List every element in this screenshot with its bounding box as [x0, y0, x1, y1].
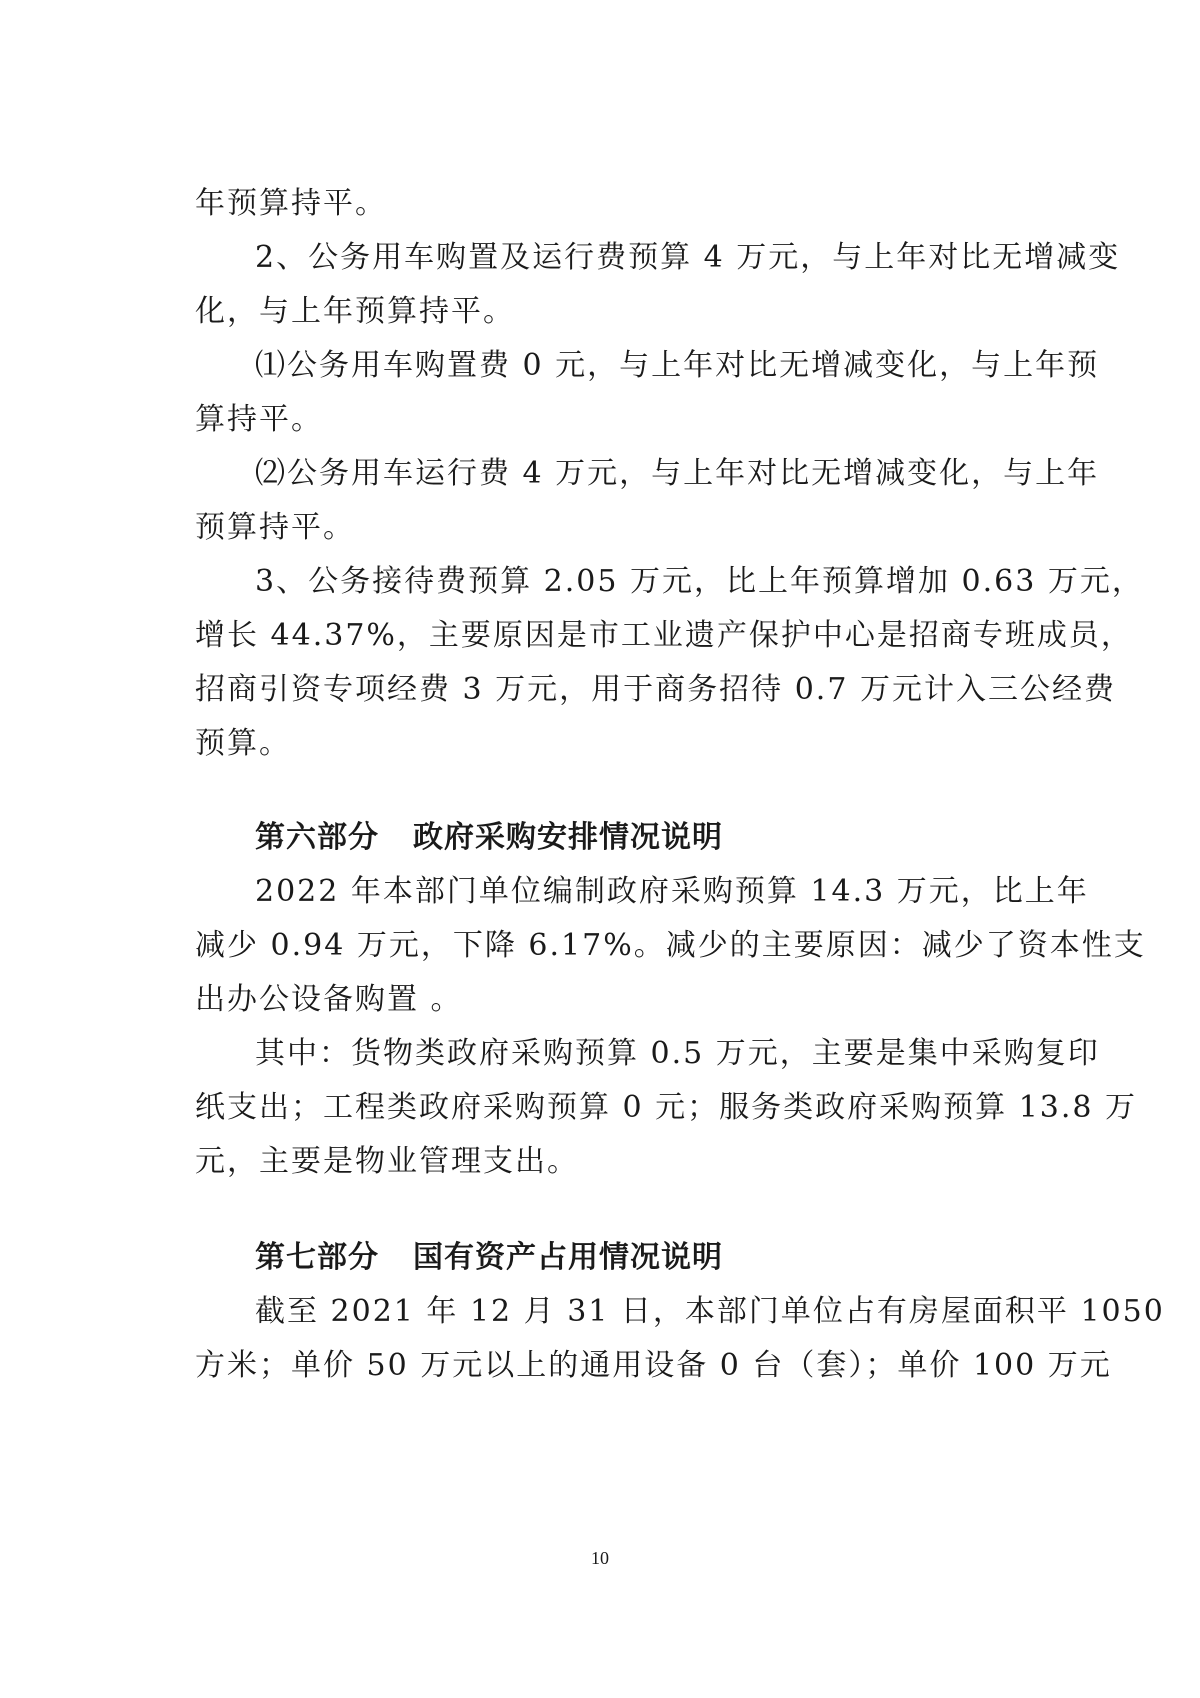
- paragraph-line: 方米；单价 50 万元以上的通用设备 0 台（套）；单价 100 万元: [195, 1348, 1112, 1383]
- paragraph-line: ⑵公务用车运行费 4 万元，与上年对比无增减变化，与上年: [255, 456, 1100, 491]
- paragraph-line: 年预算持平。: [195, 186, 387, 221]
- paragraph-line: 元，主要是物业管理支出。: [195, 1144, 579, 1179]
- section-7-part: 第七部分: [255, 1240, 379, 1275]
- paragraph-line: 算持平。: [195, 402, 323, 437]
- section-6-heading: [255, 818, 723, 858]
- paragraph-line: 减少 0.94 万元，下降 6.17%。减少的主要原因：减少了资本性支: [195, 928, 1146, 963]
- paragraph-line: 纸支出；工程类政府采购预算 0 元；服务类政府采购预算 13.8 万: [195, 1090, 1138, 1125]
- section-6-title: 政府采购安排情况说明: [413, 820, 723, 855]
- section-6-part: 第六部分: [255, 820, 379, 855]
- paragraph-line: 2、公务用车购置及运行费预算 4 万元，与上年对比无增减变: [255, 240, 1121, 275]
- paragraph-line: 招商引资专项经费 3 万元，用于商务招待 0.7 万元计入三公经费: [195, 672, 1116, 707]
- paragraph-line: 化，与上年预算持平。: [195, 294, 515, 329]
- page-number: 10: [591, 1548, 609, 1568]
- paragraph-line: 3、公务接待费预算 2.05 万元，比上年预算增加 0.63 万元，: [255, 564, 1144, 599]
- paragraph-line: 2022 年本部门单位编制政府采购预算 14.3 万元，比上年: [255, 874, 1089, 909]
- section-7-title: 国有资产占用情况说明: [413, 1240, 723, 1275]
- paragraph-line: 增长 44.37%，主要原因是市工业遗产保护中心是招商专班成员，: [195, 618, 1133, 653]
- paragraph-line: 预算。: [195, 726, 291, 761]
- paragraph-line: 预算持平。: [195, 510, 355, 545]
- paragraph-line: 出办公设备购置 。: [195, 982, 463, 1017]
- paragraph-line: ⑴公务用车购置费 0 元，与上年对比无增减变化，与上年预: [255, 348, 1100, 383]
- paragraph-line: 截至 2021 年 12 月 31 日，本部门单位占有房屋面积平 1050: [255, 1294, 1165, 1329]
- paragraph-line: 其中：货物类政府采购预算 0.5 万元，主要是集中采购复印: [255, 1036, 1100, 1071]
- section-7-heading: [255, 1238, 723, 1278]
